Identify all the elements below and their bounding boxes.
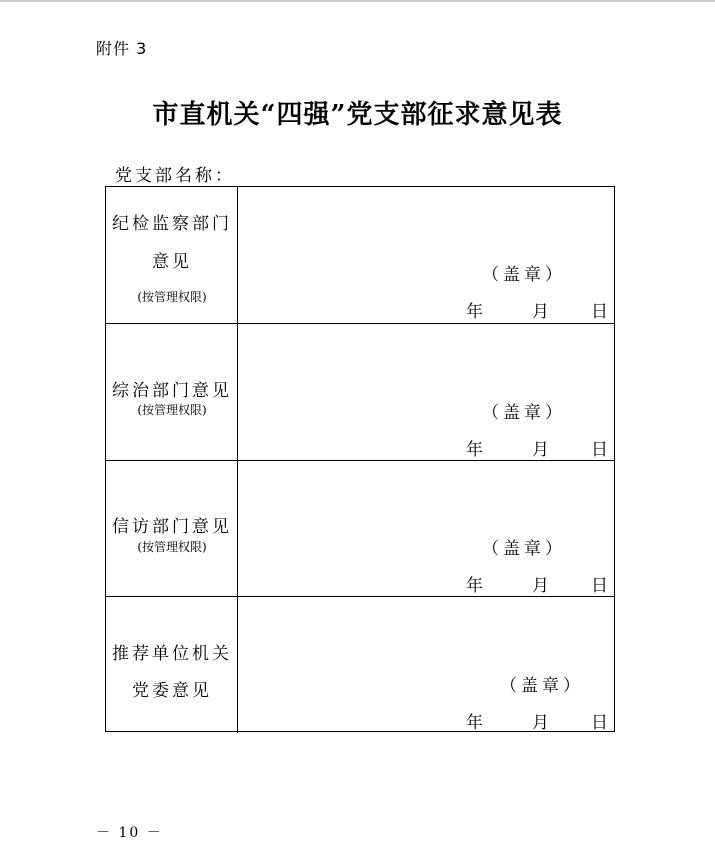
row-label-note: (按管理权限) (137, 540, 207, 554)
row-label-line1: 纪检监察部门 (112, 214, 232, 234)
date-day: 日 (591, 440, 608, 460)
row-label-line1: 推荐单位机关 (112, 644, 232, 664)
form-row-discipline (106, 187, 614, 324)
row-label-note: (按管理权限) (137, 403, 207, 417)
form-row-recommending-unit (106, 596, 614, 733)
form-row-petition (106, 460, 614, 597)
page-title: 市直机关“四强”党支部征求意见表 (152, 100, 563, 130)
date-day: 日 (591, 713, 608, 733)
top-rule (0, 0, 715, 2)
date-month: 月 (532, 713, 549, 733)
row-label-line1: 信访部门意见 (112, 517, 232, 537)
row-label-line1: 综治部门意见 (112, 381, 232, 401)
seal-placeholder: （盖章） (482, 539, 566, 559)
date-day: 日 (591, 576, 608, 596)
seal-placeholder: （盖章） (482, 403, 566, 423)
branch-name-label: 党支部名称： (115, 166, 235, 186)
form-row-comprehensive-governance (106, 323, 614, 460)
date-year: 年 (466, 440, 483, 460)
date-year: 年 (466, 576, 483, 596)
row-label-cell (106, 324, 238, 460)
date-day: 日 (591, 302, 608, 322)
date-month: 月 (532, 440, 549, 460)
row-label-line2: 党委意见 (132, 681, 212, 701)
date-year: 年 (466, 302, 483, 322)
row-label-line2: 意见 (152, 252, 192, 272)
seal-placeholder: （盖章） (482, 265, 566, 285)
row-label-note: (按管理权限) (137, 290, 207, 304)
row-label-cell (106, 461, 238, 597)
row-label-cell (106, 597, 238, 733)
page-number: － 10 － (96, 825, 163, 841)
opinion-form-table (105, 186, 615, 732)
seal-placeholder: （盖章） (500, 676, 584, 696)
date-month: 月 (532, 302, 549, 322)
attachment-label: 附件 3 (96, 39, 148, 58)
date-month: 月 (532, 576, 549, 596)
date-year: 年 (466, 713, 483, 733)
row-label-cell (106, 187, 238, 324)
